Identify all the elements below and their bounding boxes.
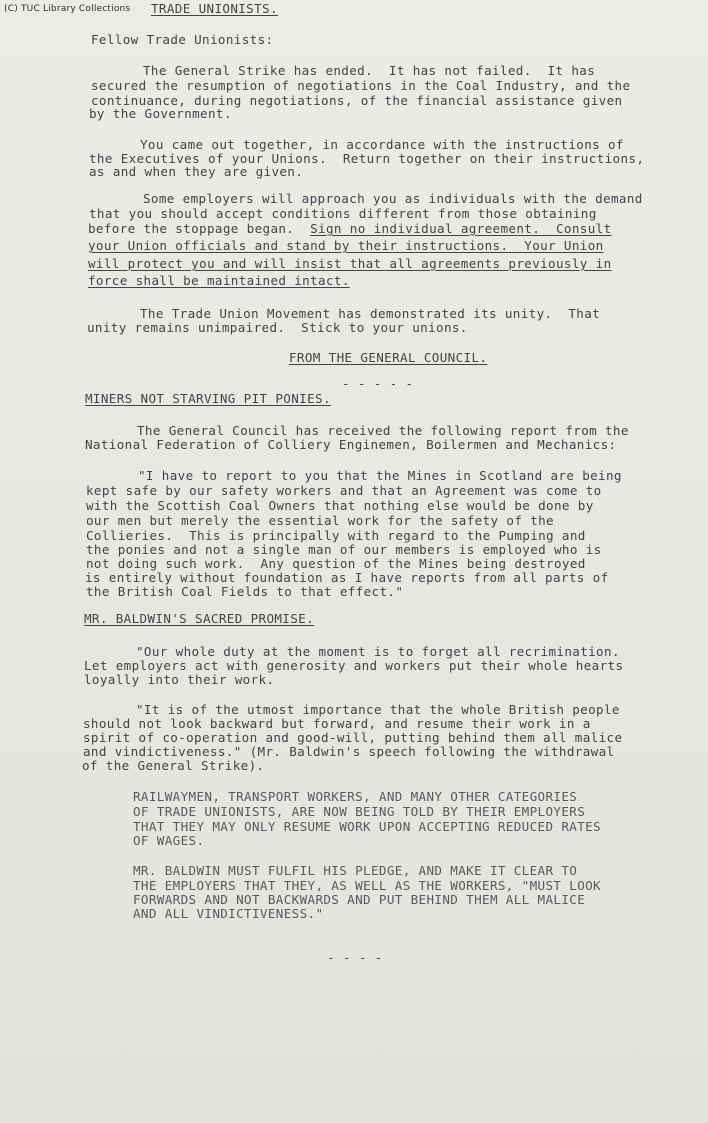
baldwin-quote-line: loyally into their work. xyxy=(84,672,275,687)
report-quote-line: not doing such work. Any question of the Mines being destroyed xyxy=(86,556,586,571)
pledge-line: MR. BALDWIN MUST FULFIL HIS PLEDGE, AND MAKE IT CLEAR TO xyxy=(133,863,578,878)
baldwin-quote-line: Let employers act with generosity and workers put their whole hearts xyxy=(84,658,624,673)
para-5-line: National Federation of Colliery Enginemen, Boilermen and Mechanics: xyxy=(85,437,617,452)
para-3-line: that you should accept conditions different from those obtaining xyxy=(89,206,597,221)
para-2-line: as and when they are given. xyxy=(89,164,304,179)
para-3-line xyxy=(88,222,708,236)
pledge-line: THE EMPLOYERS THAT THEY, AS WELL AS THE WORKERS, "MUST LOOK xyxy=(133,878,601,893)
report-quote-line: is entirely without foundation as I have reports from all parts of xyxy=(85,570,609,585)
baldwin-quote-line: "It is of the utmost importance that the whole British people xyxy=(136,702,620,717)
pledge-line: AND ALL VINDICTIVENESS." xyxy=(133,906,324,921)
para-1-line: The General Strike has ended. It has not failed. It has xyxy=(143,63,596,78)
para-3-underlined-line: force shall be maintained intact. xyxy=(88,273,350,288)
para-1-line: secured the resumption of negotiations in the Coal Industry, and the xyxy=(91,78,631,93)
para-2-line: You came out together, in accordance with the instructions of xyxy=(140,137,624,152)
report-quote-line: Collieries. This is principally with regard to the Pumping and xyxy=(86,528,586,543)
sign-no-agreement-text: Sign no individual agreement. Consult xyxy=(310,221,612,236)
para-3-line: Some employers will approach you as individuals with the demand xyxy=(143,191,643,206)
heading-baldwin: MR. BALDWIN'S SACRED PROMISE. xyxy=(84,611,315,626)
salutation: Fellow Trade Unionists: xyxy=(91,32,274,47)
baldwin-quote-line: spirit of co-operation and good-will, putting behind them all malice xyxy=(83,730,623,745)
para-3-underlined-line: will protect you and will insist that all agreements previously in xyxy=(88,256,612,271)
railwaymen-line: RAILWAYMEN, TRANSPORT WORKERS, AND MANY OTHER CATEGORIES xyxy=(133,789,578,804)
baldwin-quote-line: should not look backward but forward, and resume their work in a xyxy=(83,716,591,731)
baldwin-quote-line: and vindictiveness." (Mr. Baldwin's speech following the withdrawal xyxy=(83,744,615,759)
pledge-line: FORWARDS AND NOT BACKWARDS AND PUT BEHIND THEM ALL MALICE xyxy=(133,892,586,907)
railwaymen-line: OF WAGES. xyxy=(133,833,205,848)
para-4-line: unity remains unimpaired. Stick to your unions. xyxy=(87,320,468,335)
report-quote-line: the ponies and not a single man of our members is employed who is xyxy=(86,542,602,557)
collection-watermark: (C) TUC Library Collections xyxy=(4,4,131,14)
baldwin-quote-line: "Our whole duty at the moment is to forget all recrimination. xyxy=(136,644,620,659)
para-5-line: The General Council has received the following report from the xyxy=(137,423,629,438)
para-1-line: by the Government. xyxy=(89,106,232,121)
separator-2: - - - - xyxy=(327,950,383,965)
para-3-underlined-line: your Union officials and stand by their instructions. Your Union xyxy=(88,238,604,253)
separator-1: - - - - - xyxy=(342,376,414,391)
report-quote-line: the British Coal Fields to that effect." xyxy=(86,584,404,599)
para-3-plain-fragment: before the stoppage began. xyxy=(88,221,311,236)
heading-miners: MINERS NOT STARVING PIT PONIES. xyxy=(85,391,331,406)
railwaymen-line: OF TRADE UNIONISTS, ARE NOW BEING TOLD BY THEIR EMPLOYERS xyxy=(133,804,586,819)
signoff-general-council: FROM THE GENERAL COUNCIL. xyxy=(289,350,488,365)
para-1-line: continuance, during negotiations, of the financial assistance given xyxy=(91,93,623,108)
para-4-line: The Trade Union Movement has demonstrated its unity. That xyxy=(140,306,601,321)
report-quote-line: "I have to report to you that the Mines in Scotland are being xyxy=(138,468,622,483)
top-heading: TRADE UNIONISTS. xyxy=(151,1,278,16)
railwaymen-line: THAT THEY MAY ONLY RESUME WORK UPON ACCEPTING REDUCED RATES xyxy=(133,819,601,834)
report-quote-line: kept safe by our safety workers and that an Agreement was come to xyxy=(86,483,602,498)
para-2-line: the Executives of your Unions. Return together on their instructions, xyxy=(89,151,645,166)
report-quote-line: our men but merely the essential work for the safety of the xyxy=(86,513,554,528)
report-quote-line: with the Scottish Coal Owners that nothing else would be done by xyxy=(86,498,594,513)
baldwin-quote-line: of the General Strike). xyxy=(82,758,265,773)
